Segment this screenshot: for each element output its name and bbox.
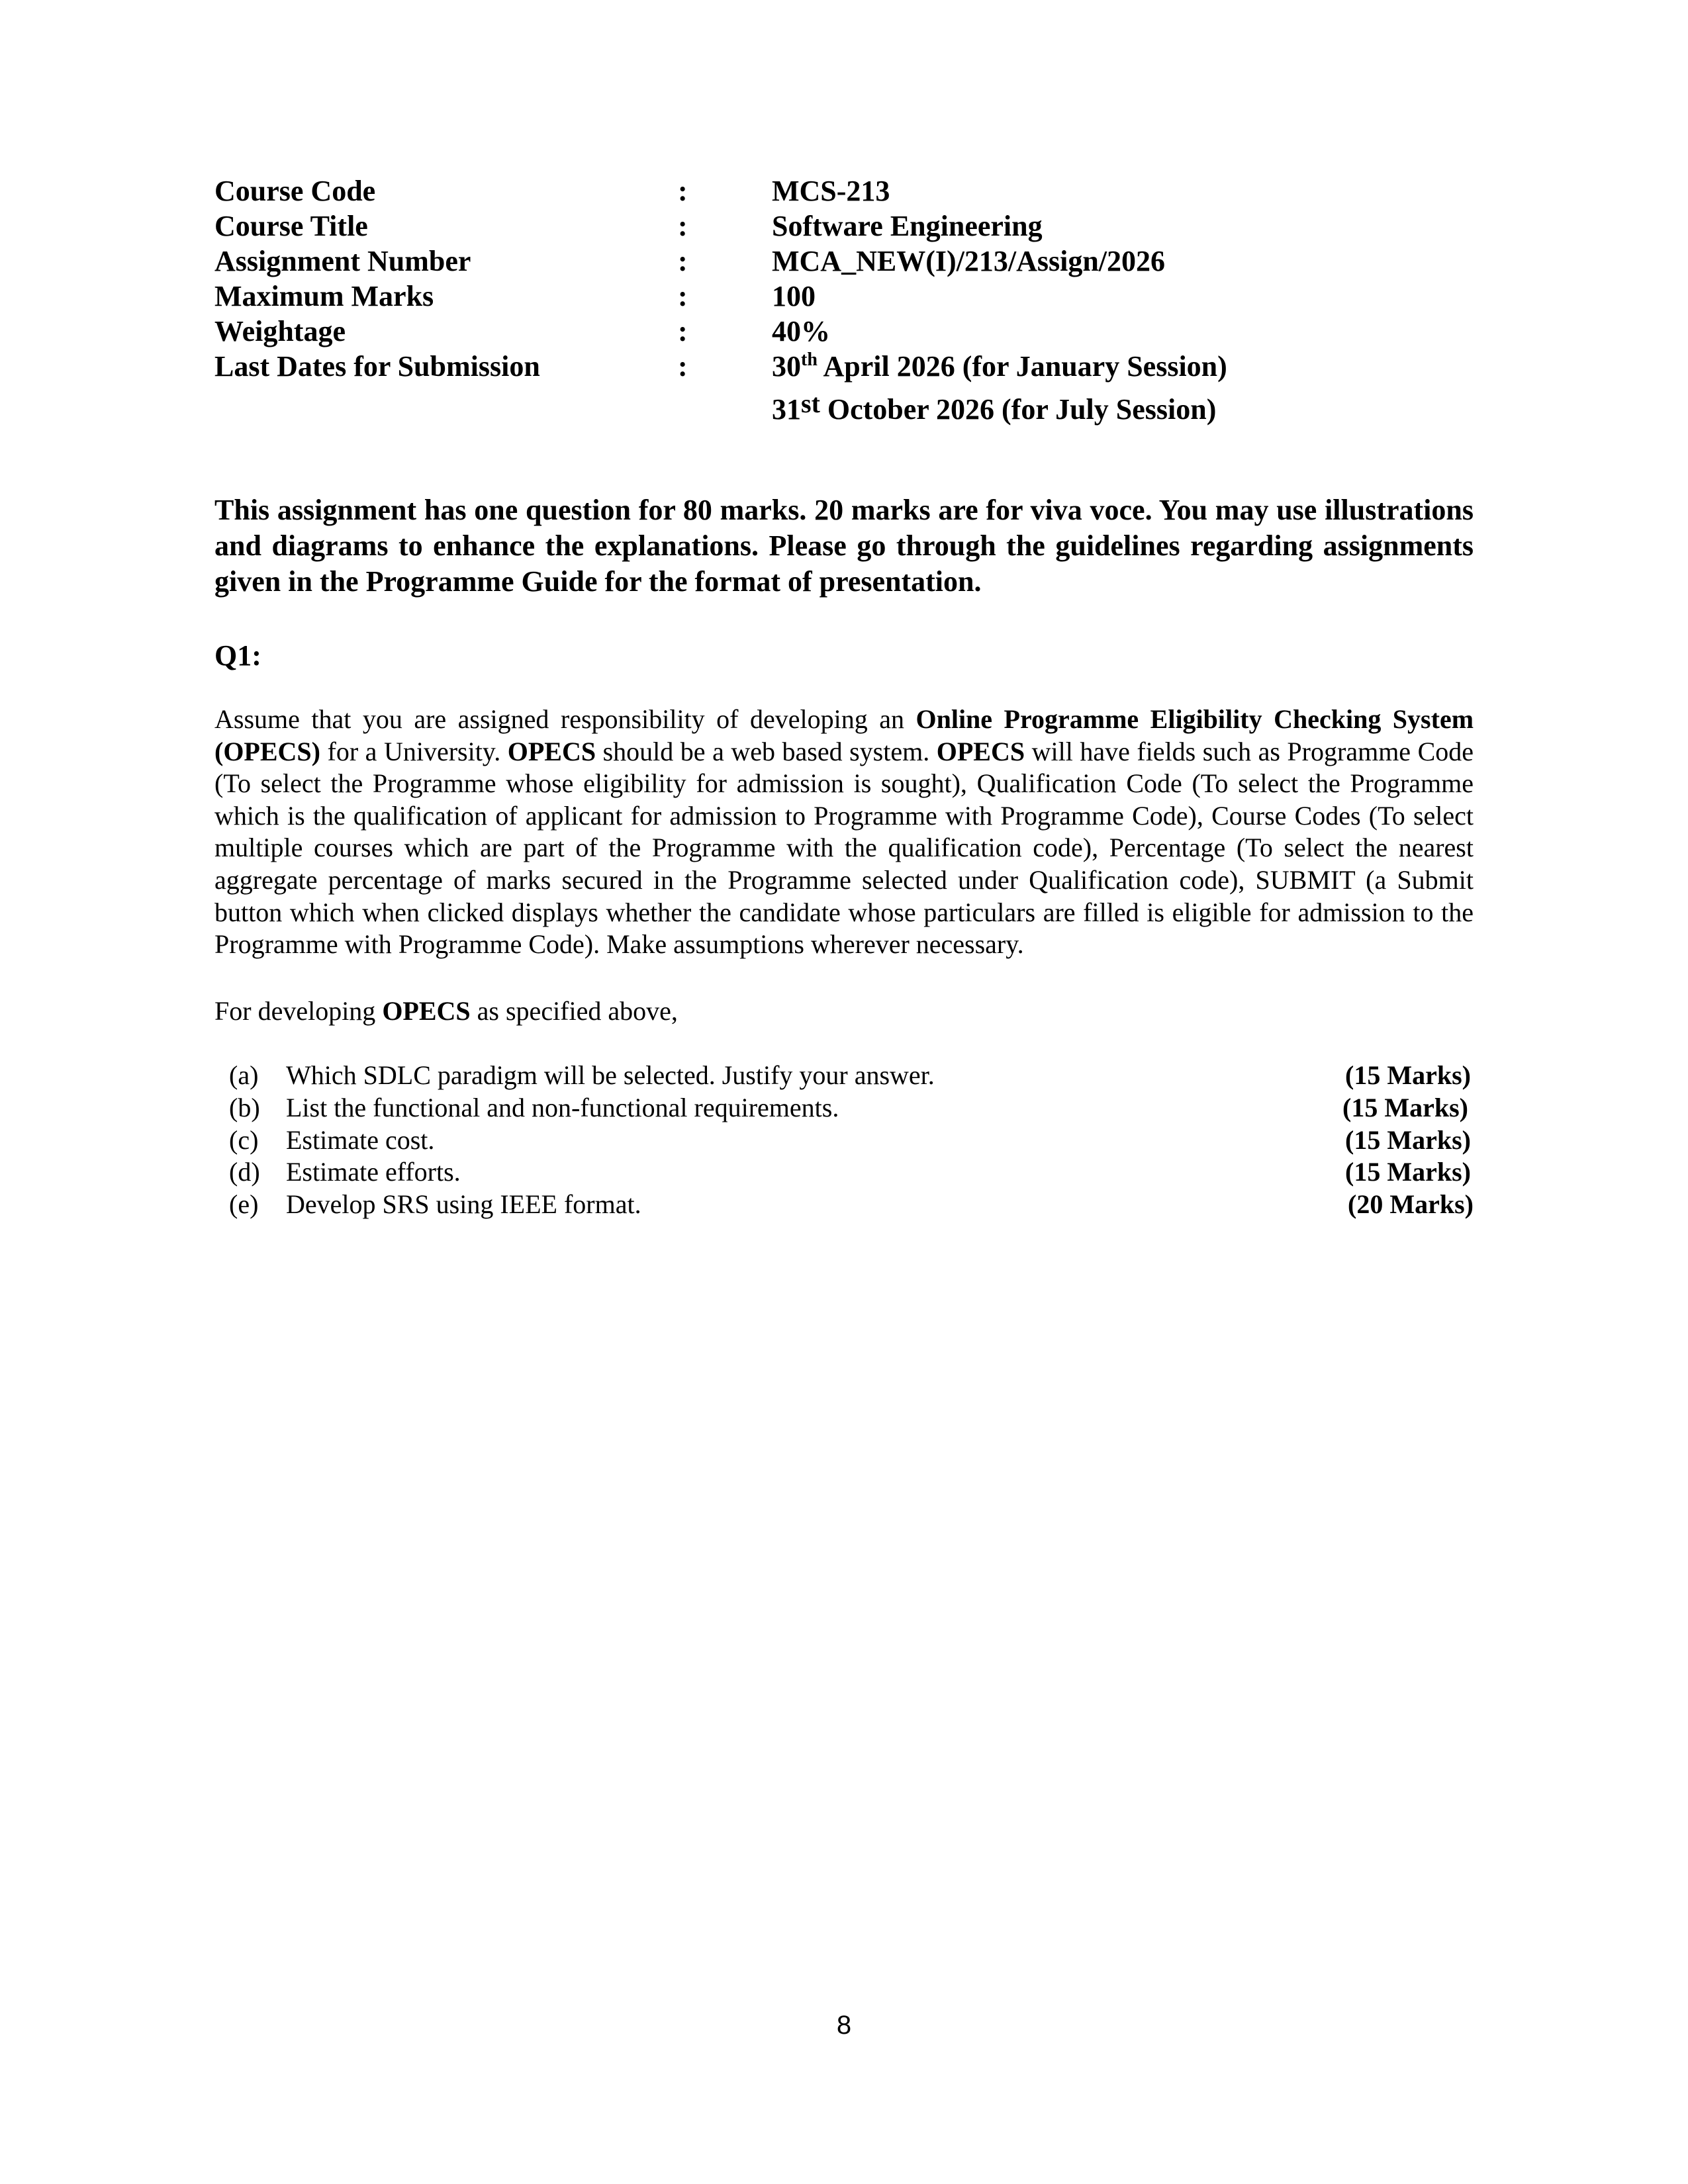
question-system-name: Online Programme Eligibility Checking System (OPECS) xyxy=(214,704,1474,766)
question-text-3: should be a web based system. xyxy=(596,736,937,766)
page-number: 8 xyxy=(836,2011,852,2040)
part-tag: (c) xyxy=(229,1124,259,1155)
part-text: Develop SRS using IEEE format. xyxy=(286,1189,641,1220)
list-item xyxy=(229,1189,1474,1221)
weightage-row xyxy=(214,314,1472,349)
list-item xyxy=(229,1124,1474,1157)
part-marks: (15 Marks) xyxy=(1345,1060,1471,1090)
course-code-separator: : xyxy=(678,175,688,207)
part-text: Estimate efforts. xyxy=(286,1157,461,1187)
submission-date-january-suffix: th xyxy=(801,349,818,370)
part-tag: (b) xyxy=(229,1092,260,1122)
part-tag: (a) xyxy=(229,1060,259,1090)
part-text: List the functional and non-functional requirements. xyxy=(286,1092,839,1122)
part-marks: (15 Marks) xyxy=(1345,1124,1471,1155)
assignment-number-row xyxy=(214,244,1472,279)
question-followup xyxy=(214,995,678,1028)
question-opecs-2: OPECS xyxy=(936,736,1025,766)
assignment-number-label: Assignment Number xyxy=(214,245,471,277)
submission-label: Last Dates for Submission xyxy=(214,350,540,383)
course-code-row xyxy=(214,173,1472,208)
weightage-value: 40% xyxy=(772,315,830,347)
assignment-header xyxy=(214,173,1472,424)
question-text-4: will have fields such as Programme Code (To select the Programme whose eligibility for admission is sought), Qualification Code (To select the Programme which is the qualification of applicant for admission to Programme with Programme Code), Course Codes (To select multiple courses which are part of the Programme with the qualification code), Percentage (To select the nearest aggregate percentage of marks secured in the Programme selected under Qualification code), SUBMIT (a Submit button which when clicked displays whether the candidate whose particulars are filled is eligible for admission to the Programme with Programme Code). Make assumptions wherever necessary. xyxy=(214,736,1474,960)
part-tag: (d) xyxy=(229,1157,260,1187)
maximum-marks-value: 100 xyxy=(772,280,816,312)
course-code-value: MCS-213 xyxy=(772,175,890,207)
list-item xyxy=(229,1092,1474,1124)
question-opecs-1: OPECS xyxy=(507,736,596,766)
maximum-marks-separator: : xyxy=(678,280,688,312)
question-label: Q1: xyxy=(214,639,261,672)
course-title-value: Software Engineering xyxy=(772,210,1043,242)
part-tag: (e) xyxy=(229,1189,259,1220)
submission-row-second xyxy=(214,384,1472,424)
course-code-label: Course Code xyxy=(214,175,376,207)
submission-separator: : xyxy=(678,350,688,383)
maximum-marks-row xyxy=(214,279,1472,314)
followup-post: as specified above, xyxy=(470,996,678,1026)
submission-date-january-day: 30 xyxy=(772,350,801,383)
followup-pre: For developing xyxy=(214,996,383,1026)
list-item xyxy=(229,1060,1474,1092)
course-title-label: Course Title xyxy=(214,210,368,242)
question-text-2: for a University. xyxy=(320,736,508,766)
submission-date-january xyxy=(772,349,1227,384)
followup-opecs: OPECS xyxy=(382,996,471,1026)
submission-date-july-text: October 2026 (for July Session) xyxy=(820,393,1217,426)
question-parts xyxy=(229,1060,1474,1221)
submission-date-july-suffix: st xyxy=(801,388,820,418)
part-marks: (15 Marks) xyxy=(1342,1092,1468,1122)
part-marks: (15 Marks) xyxy=(1345,1157,1471,1187)
submission-row xyxy=(214,349,1472,384)
assignment-instructions: This assignment has one question for 80 marks. 20 marks are for viva voce. You may use illustrations and diagrams to enhance the explanations. Please go through the guidelines regarding assignments given in the Programme Guide for the format of presentation. xyxy=(214,494,1474,598)
question-text-1: Assume that you are assigned responsibility of developing an xyxy=(214,704,916,734)
part-text: Which SDLC paradigm will be selected. Justify your answer. xyxy=(286,1060,935,1090)
course-title-row xyxy=(214,208,1472,244)
maximum-marks-label: Maximum Marks xyxy=(214,280,434,312)
weightage-label: Weightage xyxy=(214,315,346,347)
assignment-number-separator: : xyxy=(678,245,688,277)
weightage-separator: : xyxy=(678,315,688,347)
question-body xyxy=(214,704,1474,961)
list-item xyxy=(229,1156,1474,1189)
submission-date-july xyxy=(772,384,1216,430)
assignment-number-value: MCA_NEW(I)/213/Assign/2026 xyxy=(772,245,1166,277)
part-marks: (20 Marks) xyxy=(1348,1189,1474,1220)
submission-date-january-text: April 2026 (for January Session) xyxy=(817,350,1227,383)
course-title-separator: : xyxy=(678,210,688,242)
part-text: Estimate cost. xyxy=(286,1124,435,1155)
submission-date-july-day: 31 xyxy=(772,393,801,426)
